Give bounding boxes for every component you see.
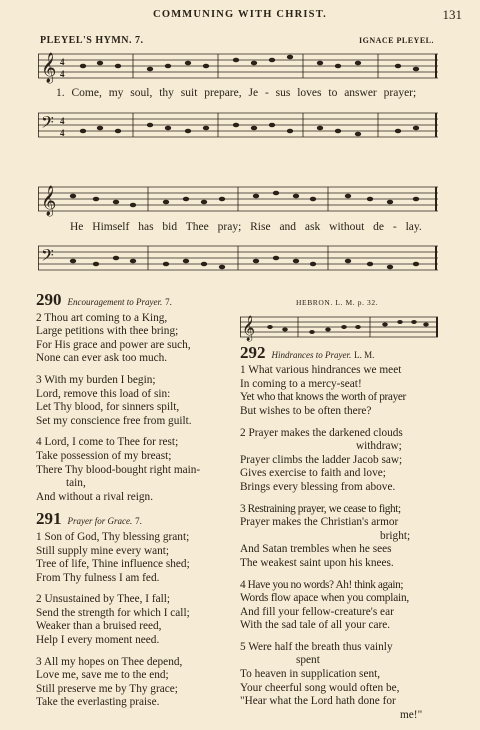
hymn-292-stanza-5	[240, 641, 445, 723]
hymn-291-meter: 7.	[135, 516, 142, 527]
verse-line: Lord, remove this load of sin:	[36, 387, 171, 400]
verse-line: 3 With my burden I begin;	[36, 373, 156, 386]
verse-line: The weakest saint upon his knees.	[240, 556, 394, 569]
verse-line: There Thy blood-bought right main-	[36, 463, 201, 476]
verse-line: Words flow apace when you complain,	[240, 592, 410, 605]
hymn-291-title: Prayer for Grace.	[67, 516, 133, 527]
svg-text:𝄢: 𝄢	[41, 245, 54, 269]
hebron-music-snippet	[240, 312, 440, 342]
verse-line: 4 Lord, I come to Thee for rest;	[36, 436, 179, 449]
svg-text:4: 4	[60, 69, 65, 79]
music-staff-treble-1	[38, 48, 440, 84]
hymn-290-meter: 7.	[165, 297, 172, 307]
verse-line: Brings every blessing from above.	[240, 480, 396, 493]
svg-text:𝄞: 𝄞	[41, 53, 57, 83]
hymn-292-stanza-1	[240, 364, 445, 418]
verse-line: Prayer climbs the ladder Jacob saw;	[240, 453, 403, 466]
hymn-291-stanza-2	[36, 593, 236, 647]
verse-line: 1 Son of God, Thy blessing grant;	[36, 530, 190, 543]
verse-line: Large petitions with thee bring;	[36, 325, 179, 338]
svg-text:4: 4	[60, 116, 65, 126]
hymn-290-title: Encouragement to Prayer.	[67, 297, 163, 307]
verse-line: Take the everlasting praise.	[36, 696, 160, 709]
verse-line: Weaker than a bruised reed,	[36, 620, 162, 633]
verse-line: But wishes to be often there?	[240, 404, 372, 417]
hebron-tune-label: HEBRON. L. M. p. 32.	[296, 298, 379, 307]
hymn-291-stanza-3	[36, 656, 236, 710]
hymn-292-stanza-3	[240, 503, 445, 571]
verse-line: Tree of life, Thine influence shed;	[36, 558, 190, 571]
hymn-290-number: 290	[36, 290, 62, 309]
svg-text:4: 4	[60, 128, 65, 138]
verse-line: For His grace and power are such,	[36, 338, 191, 351]
hymn-290-stanza-2	[36, 312, 236, 366]
verse-line: 5 Were half the breath thus vainly	[240, 640, 393, 653]
music-staff-treble-2	[38, 181, 440, 217]
verse-line: Send the strength for which I call;	[36, 606, 190, 619]
verse-line: Take possession of my breast;	[36, 449, 172, 462]
verse-line: And without a rival reign.	[36, 490, 154, 503]
verse-line: Gives exercise to faith and love;	[240, 467, 386, 480]
verse-line: Love me, save me to the end;	[36, 669, 169, 682]
hymn-292-stanza-4	[240, 579, 445, 633]
page-header: COMMUNING WITH CHRIST.	[153, 9, 327, 20]
music-staff-bass-2	[38, 240, 440, 276]
hymn-291-number: 291	[36, 509, 62, 529]
hymn-292-title: Hindrances to Prayer.	[271, 349, 352, 360]
verse-line: Yet who that knows the worth of prayer	[240, 391, 406, 404]
verse-line: With the sad tale of all your care.	[240, 619, 391, 632]
verse-line: bright;	[380, 529, 411, 542]
verse-line: 3 Restraining prayer, we cease to fight;	[240, 502, 401, 515]
verse-line: Let Thy blood, for sinners spilt,	[36, 401, 180, 414]
left-column	[36, 290, 236, 718]
verse-line: 1 What various hindrances we meet	[240, 364, 402, 377]
music-lyrics-line-2: He Himself has bid Thee pray; Rise and ask without de - lay.	[70, 221, 422, 233]
verse-line: Prayer makes the Christian's armor	[240, 516, 399, 529]
composer-name: IGNACE PLEYEL.	[358, 36, 434, 45]
verse-line: From Thy fulness I am fed.	[36, 571, 160, 584]
svg-text:𝄞: 𝄞	[242, 315, 256, 341]
right-column	[240, 296, 445, 730]
verse-line: Set my conscience free from guilt.	[36, 414, 192, 427]
verse-line: Help I every moment need.	[36, 634, 160, 647]
verse-line: None can ever ask too much.	[36, 352, 168, 365]
verse-line: Still preserve me by Thy grace;	[36, 682, 178, 695]
hymn-290-stanza-3	[36, 374, 236, 428]
hymn-291-stanza-1	[36, 531, 236, 585]
tune-name: PLEYEL'S HYMN. 7.	[40, 35, 144, 46]
verse-line: In coming to a mercy-seat!	[240, 377, 362, 390]
verse-line: "Hear what the Lord hath done for	[240, 695, 396, 708]
hymn-292-number: 292	[240, 342, 266, 362]
hymn-292-stanza-2	[240, 427, 445, 495]
page-number: 131	[442, 7, 462, 22]
svg-text:𝄢: 𝄢	[41, 112, 54, 136]
hymn-290-stanza-4	[36, 436, 236, 504]
verse-line: tain,	[66, 477, 86, 490]
verse-line: withdraw;	[356, 440, 402, 453]
verse-line: Your cheerful song would often be,	[240, 681, 400, 694]
svg-text:𝄞: 𝄞	[41, 186, 57, 216]
svg-text:4: 4	[60, 57, 65, 67]
verse-line: And Satan trembles when he sees	[240, 543, 392, 556]
music-staff-bass-1	[38, 107, 440, 143]
verse-line: And fill your fellow-creature's ear	[240, 605, 394, 618]
verse-line: 2 Prayer makes the darkened clouds	[240, 426, 403, 439]
verse-line: 3 All my hopes on Thee depend,	[36, 655, 183, 668]
verse-line: 4 Have you no words? Ah! think again;	[240, 578, 404, 591]
verse-line: spent	[296, 654, 320, 667]
music-lyrics-line-1: 1. Come, my soul, thy suit prepare, Je - sus loves to answer prayer;	[56, 87, 417, 99]
hymn-292-meter: L. M.	[354, 349, 375, 360]
verse-line: To heaven in supplication sent,	[240, 668, 381, 681]
verse-line: 2 Thou art coming to a King,	[36, 311, 168, 324]
verse-line: 2 Unsustained by Thee, I fall;	[36, 593, 171, 606]
verse-line: me!"	[400, 708, 423, 721]
verse-line: Still supply mine every want;	[36, 544, 170, 557]
